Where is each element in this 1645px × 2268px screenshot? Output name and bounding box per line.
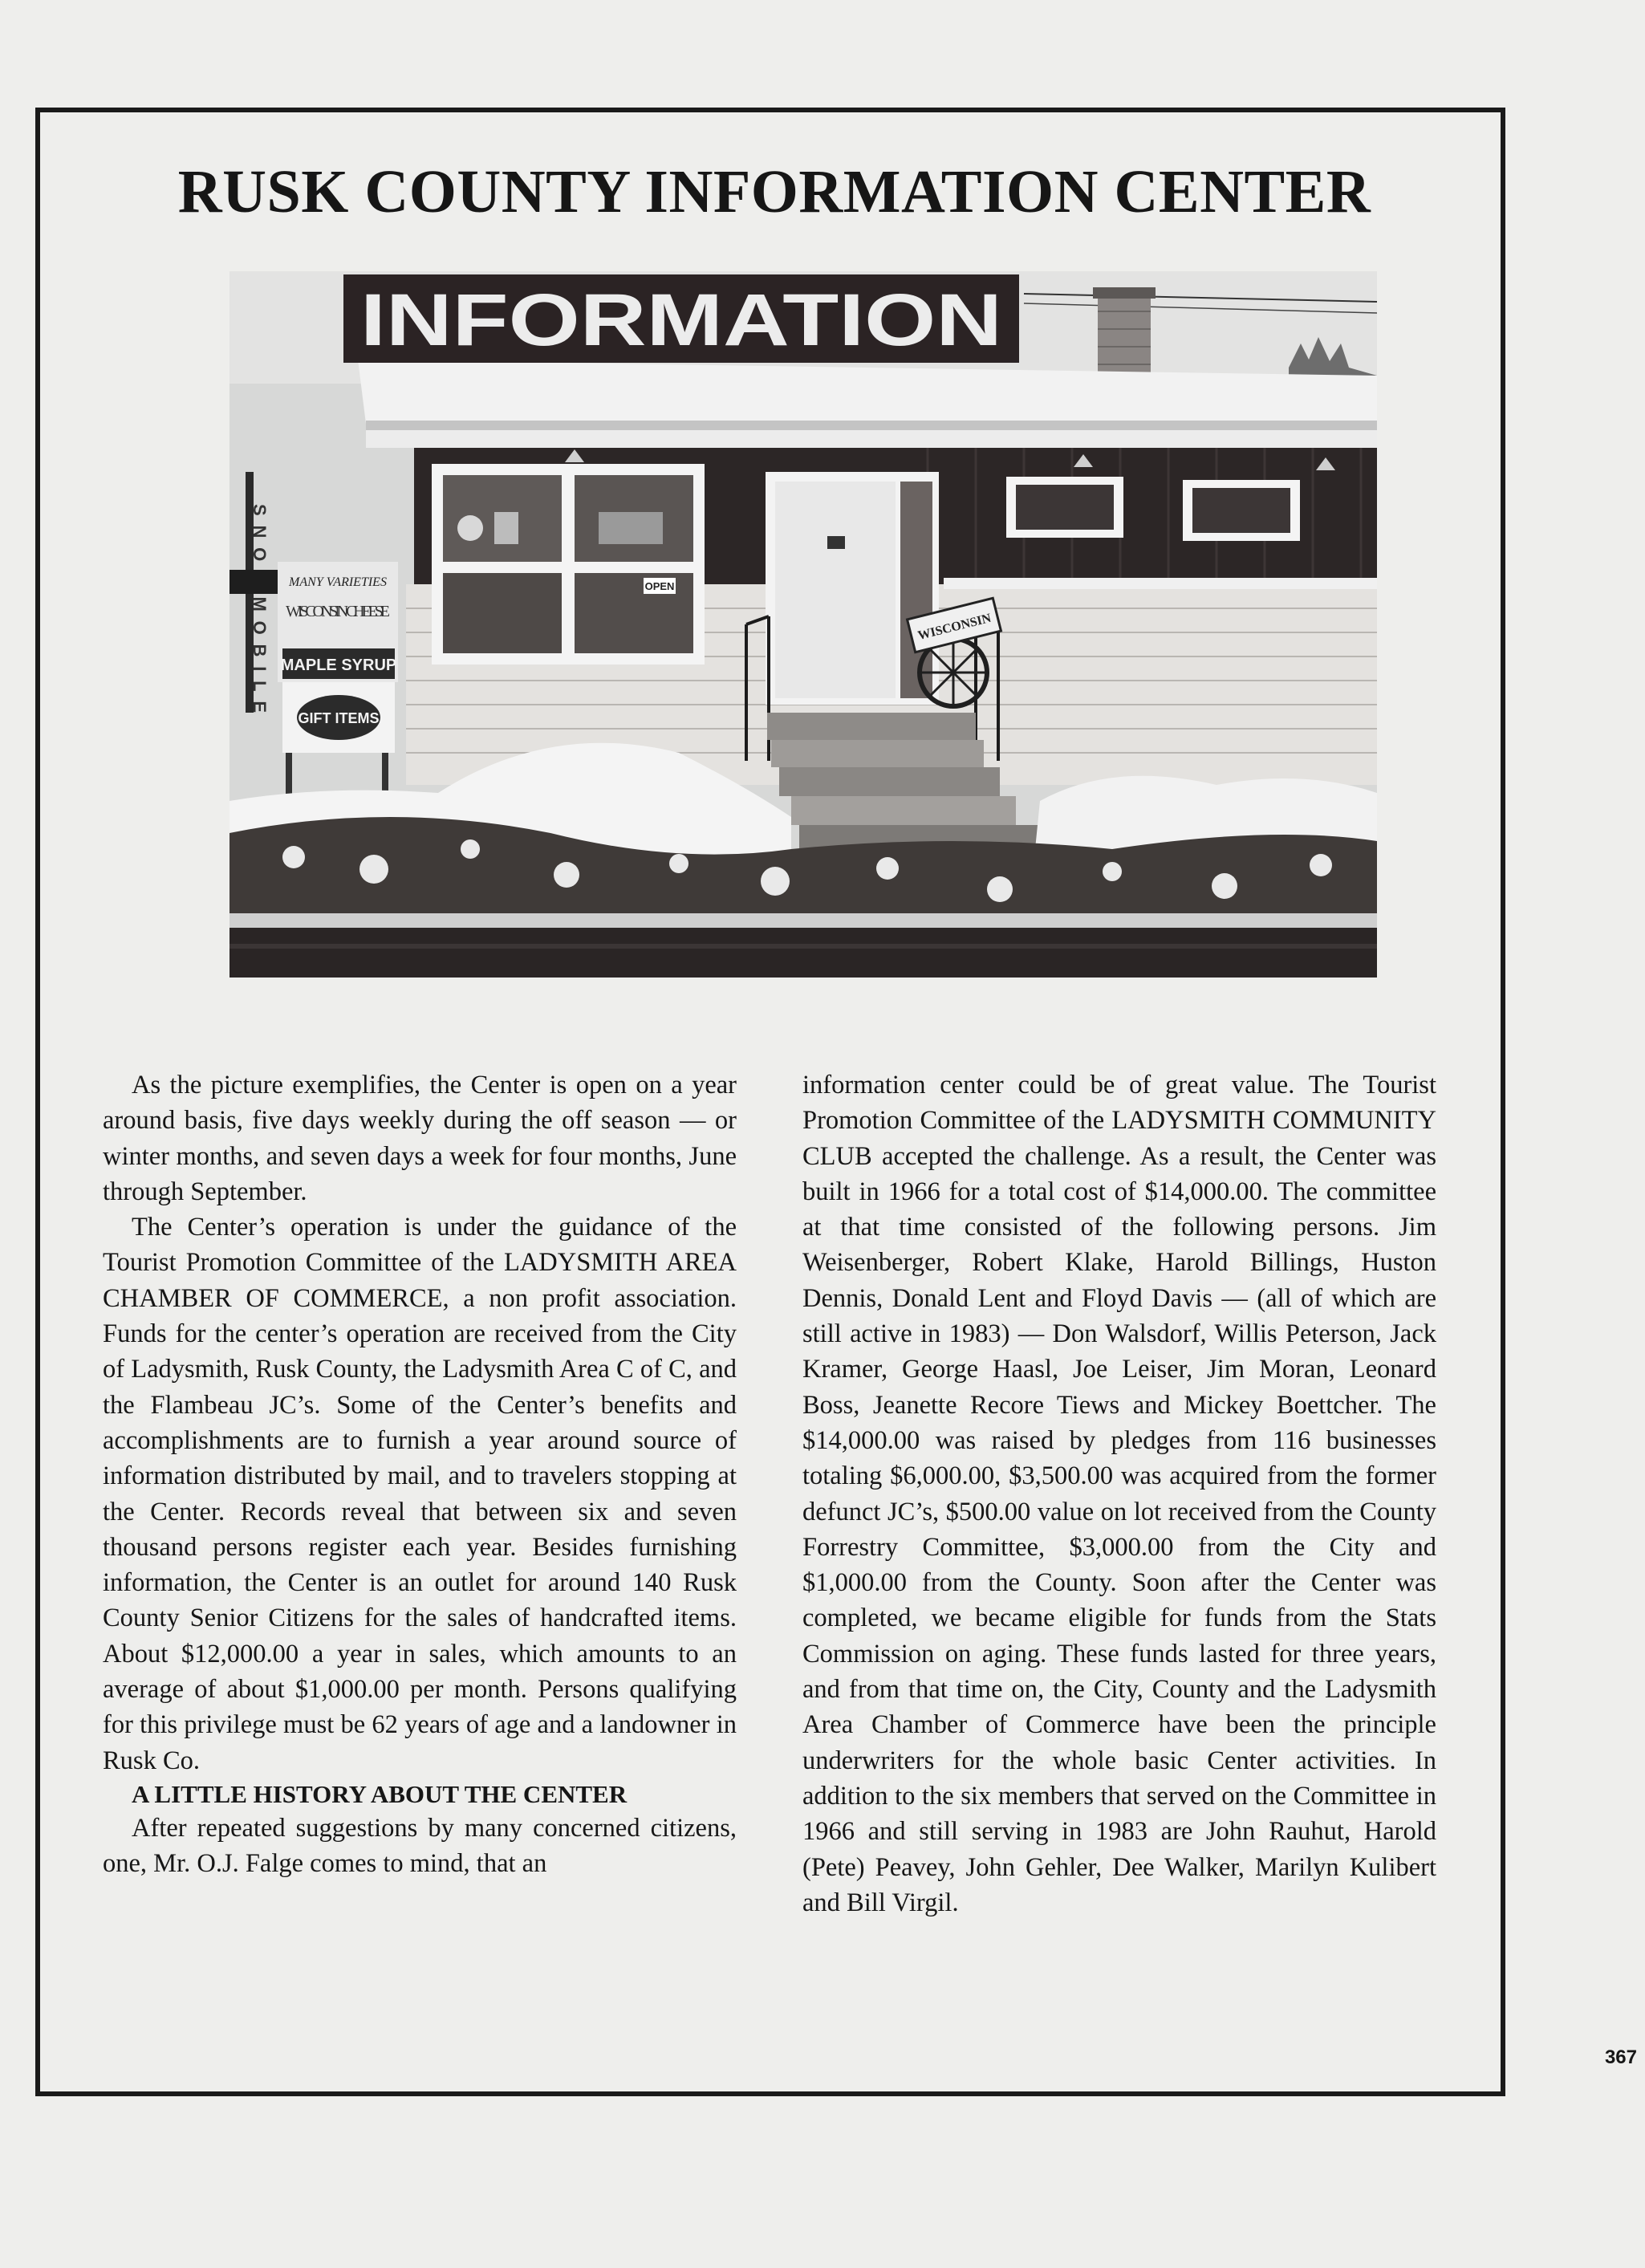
page-title: RUSK COUNTY INFORMATION CENTER bbox=[177, 158, 1371, 226]
history-subheading: A LITTLE HISTORY ABOUT THE CENTER bbox=[132, 1779, 628, 1808]
paragraph-operation: The Center’s operation is under the guidance of the Tourist Promotion Committee of the LADYSMITH AREA CHAMBER OF COMMERCE, a non profit association. Funds for the center’s operation are received from the City of Ladysmith, Rusk County, the Ladysmith Area C of C, and the Flambeau JC’s. Some of the Center’s benefits and accomplishments are to furnish a year around source of information distributed by mail, and to travelers stopping at the Center. Records reveal that between six and seven thousand persons register each year. Besides furnishing information, the Center is an outlet for around 140 Rusk County Senior Citizens for the sales of handcrafted items. About $12,000.00 a year in sales, which amounts to an average of about $1,000.00 per month. Persons qualifying for this privilege must be 62 years of age and a landowner in Rusk Co. bbox=[103, 1213, 737, 1775]
cheese-sign: WISCONSIN CHEESE bbox=[286, 603, 390, 620]
wisconsin-wheel-sign: WISCONSIN bbox=[916, 611, 993, 643]
open-sign: OPEN bbox=[644, 580, 675, 592]
information-center-photo bbox=[229, 271, 1377, 978]
paragraph-history-start: After repeated suggestions by many concerned citizens, one, Mr. O.J. Falge comes to mind, that an bbox=[103, 1813, 737, 1879]
paragraph-opening-hours: As the picture exemplifies, the Center is open on a year around basis, five days weekly during the off season — or winter months, and seven days a week for four months, June through September. bbox=[103, 1071, 737, 1206]
gift-items-sign: GIFT ITEMS bbox=[298, 710, 380, 726]
information-roof-sign: INFORMATION bbox=[360, 279, 1002, 361]
varieties-sign: MANY VARIETIES bbox=[289, 575, 387, 589]
snowmobile-sign: SNO MOBILE bbox=[250, 504, 270, 713]
paragraph-history-continued: information center could be of great value. The Tourist Promotion Committee of the LADYSMITH COMMUNITY CLUB accepted the challenge. As a result, the Center was built in 1966 for a total cost of $14,000.00. The committee at that time consisted of the following persons. Jim Weisenberger, Robert Klake, Harold Billings, Huston Dennis, Donald Lent and Floyd Davis — (all of which are still active in 1983) — Don Walsdorf, Willis Peterson, Jack Kramer, George Haasl, Joe Leiser, Jim Moran, Leonard Boss, Jeanette Recore Tiews and Mickey Boettcher. The $14,000.00 was raised by pledges from 116 businesses totaling $6,000.00, $3,500.00 was acquired from the former defunct JC’s, $500.00 value on lot received from the County Forrestry Committee, $3,000.00 from the City and $1,000.00 from the County. Soon after the Center was completed, we became eligible for funds from the Stats Commission on aging. These funds lasted for three years, and from that time on, the City, County and the Ladysmith Area Chamber of Commerce have been the principle underwriters for the whole basic Center activities. In addition to the six members that served on the Committee in 1966 and still serving in 1983 are John Rauhut, Harold (Pete) Peavey, John Gehler, Dee Walker, Marilyn Kulibert and Bill Virgil. bbox=[802, 1071, 1436, 1917]
right-column bbox=[802, 1067, 1436, 1920]
left-column bbox=[103, 1067, 737, 1882]
maple-syrup-sign: MAPLE SYRUP bbox=[280, 656, 397, 674]
